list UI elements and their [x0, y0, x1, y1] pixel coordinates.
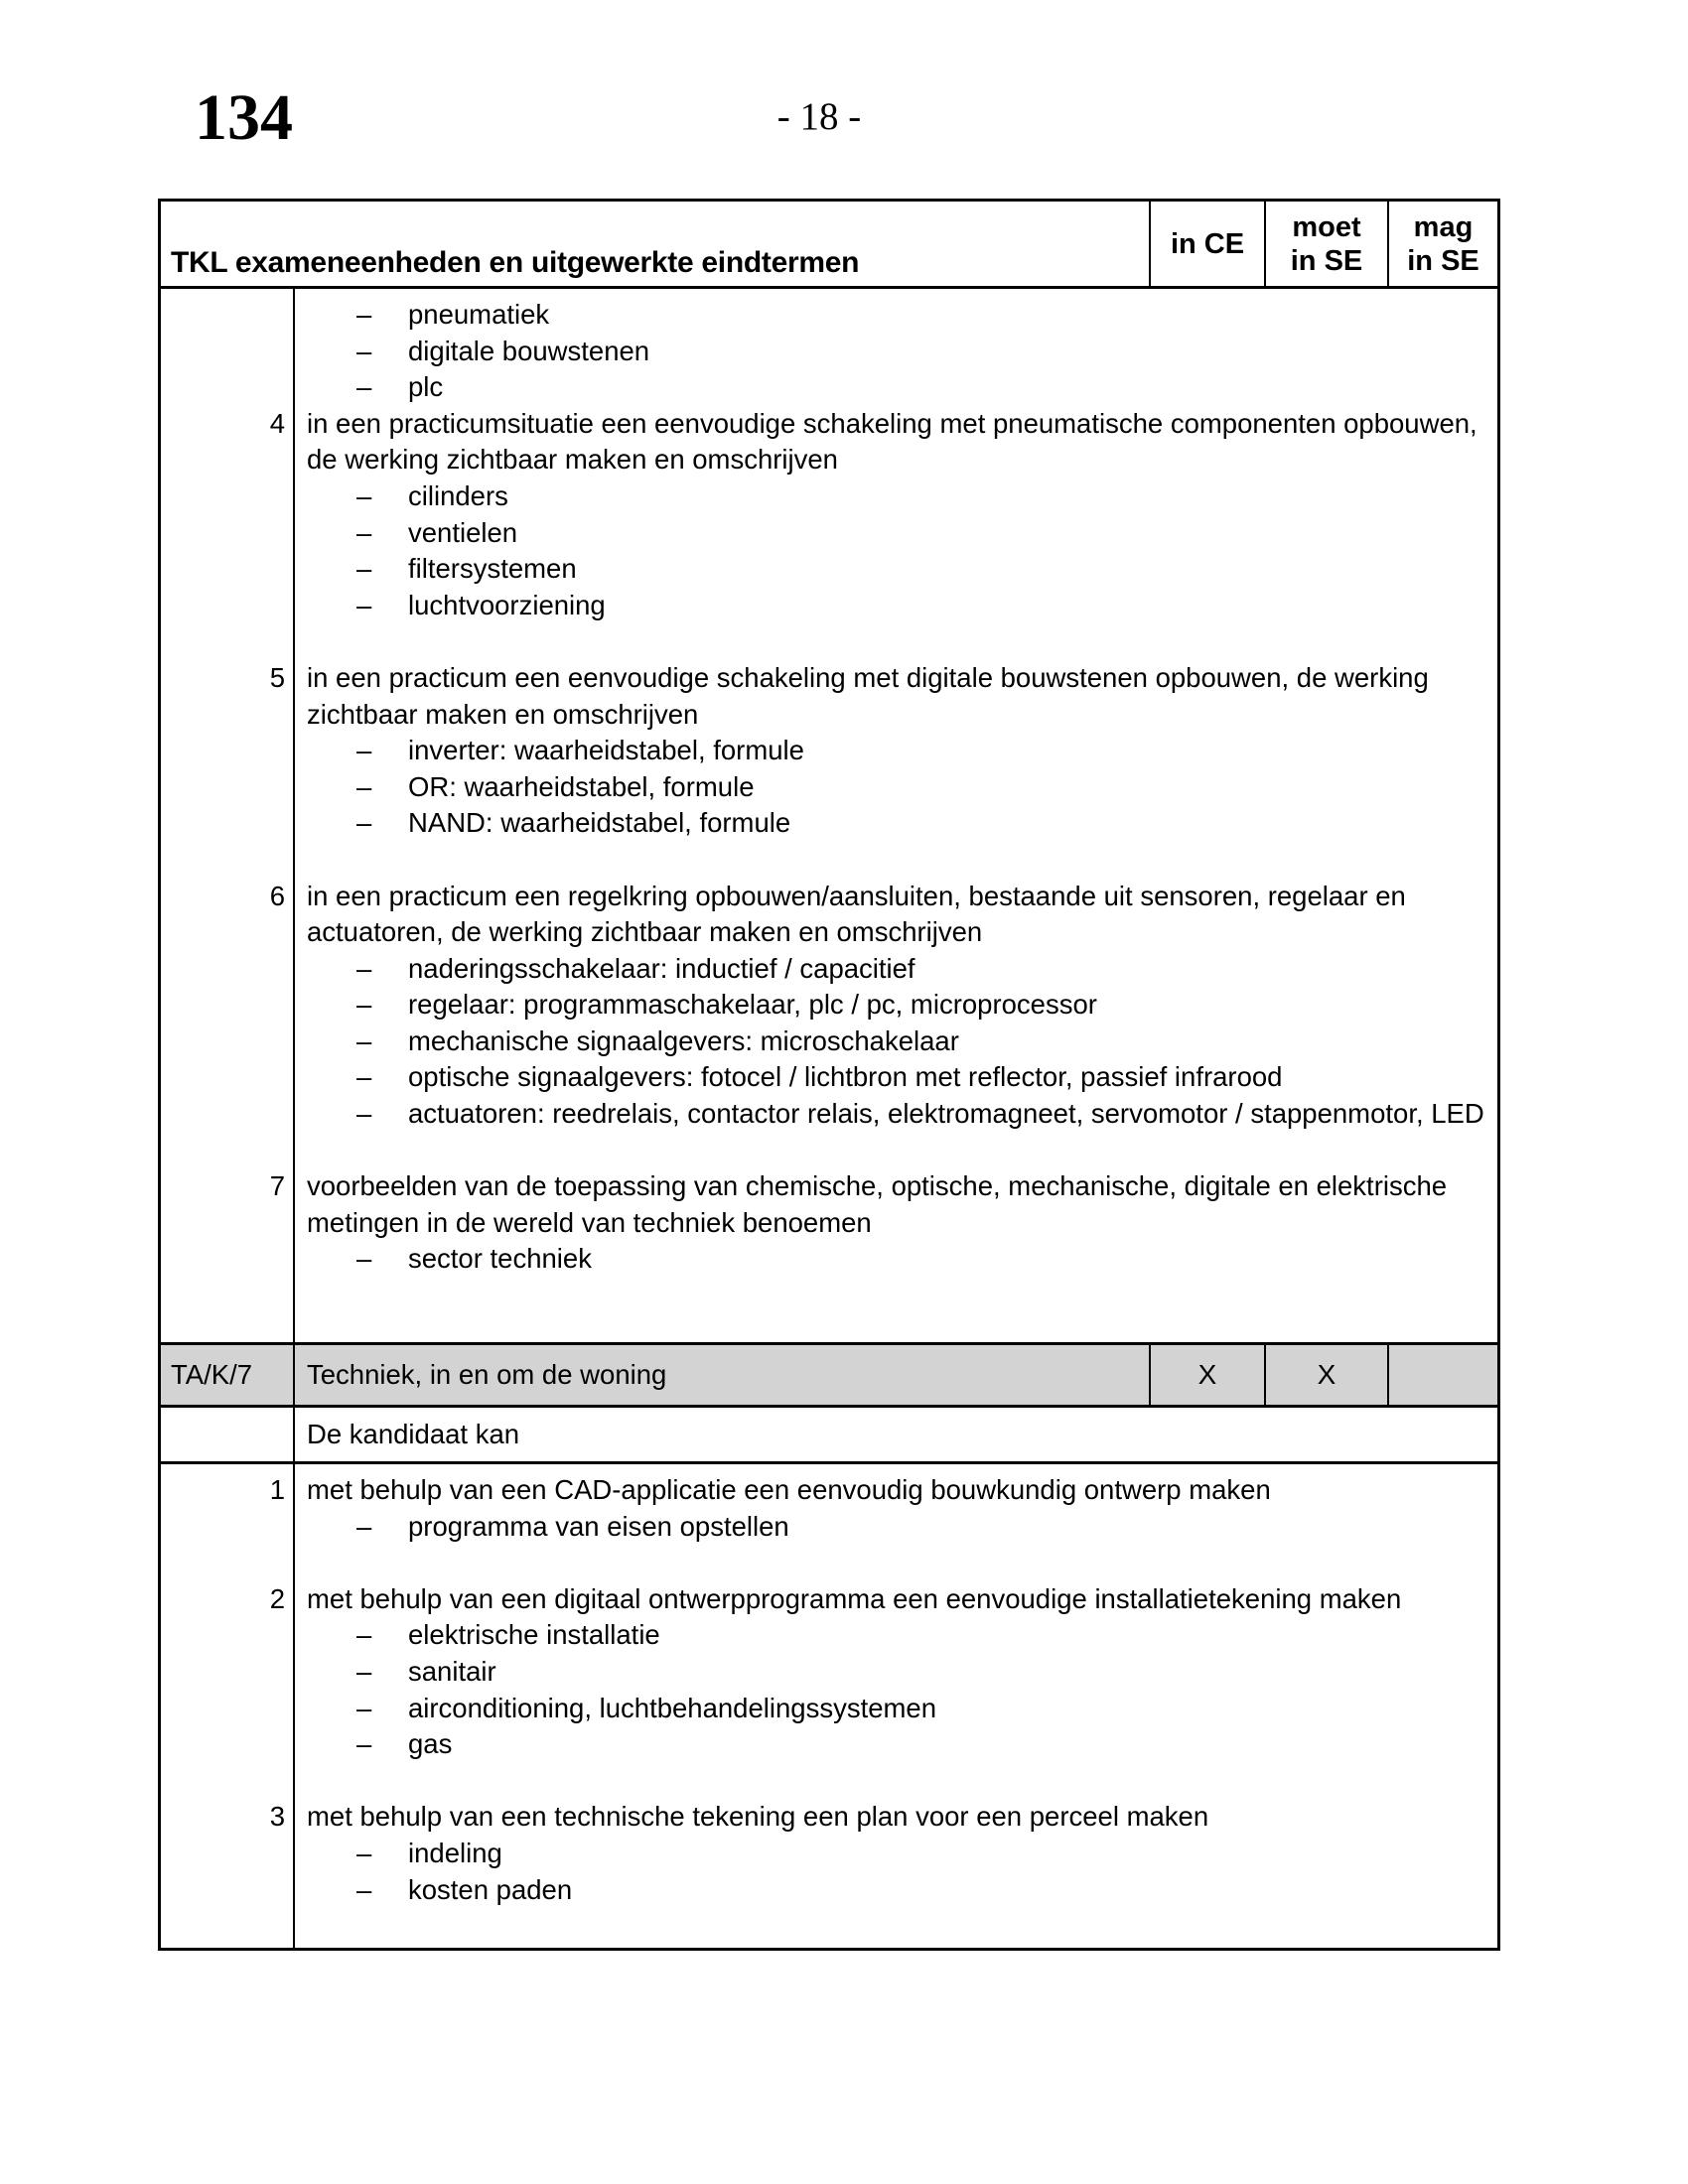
- bullet-text: gas: [408, 1728, 453, 1760]
- body-lower-content: [269, 1464, 1497, 1948]
- bullet-row: [307, 588, 1493, 624]
- bullet-text: NAND: waarheidstabel, formule: [408, 807, 791, 839]
- bullet-dash-icon: –: [356, 1728, 372, 1760]
- bullet-dash-icon: –: [356, 1837, 372, 1868]
- bullet-dash-icon: –: [356, 1243, 372, 1275]
- bullet-dash-icon: –: [356, 1873, 372, 1905]
- bullet-text: inverter: waarheidstabel, formule: [408, 735, 804, 766]
- bullet-row: [307, 1726, 1493, 1763]
- bullet-row: [307, 1872, 1493, 1909]
- number-column: [161, 1464, 295, 1948]
- item-text: voorbeelden van de toepassing van chemische, optische, mechanische, digitale en elektrische metingen in de wereld van techniek benoemen: [307, 1170, 1448, 1238]
- bullet-dash-icon: –: [356, 1692, 372, 1723]
- table-header-row: [161, 202, 1497, 289]
- bullet-dash-icon: –: [356, 952, 372, 984]
- bullet-dash-icon: –: [356, 1098, 372, 1130]
- header-col-moet-in-se: [1264, 202, 1387, 286]
- bullet-dash-icon: –: [356, 553, 372, 585]
- bullet-dash-icon: –: [356, 1061, 372, 1093]
- bullet-row: [307, 1836, 1493, 1872]
- bullet-dash-icon: –: [356, 371, 372, 403]
- item-text: in een practicum een regelkring opbouwen/aansluiten, bestaande uit sensoren, regelaar en actuatoren, de werking zichtbaar maken en omschrijven: [307, 880, 1406, 948]
- numbered-item: [269, 1581, 1493, 1763]
- bullet-row: [307, 478, 1493, 515]
- bullet-dash-icon: –: [356, 299, 372, 330]
- bullet-text: pneumatiek: [408, 299, 550, 330]
- item-number: 4: [269, 407, 285, 439]
- bullet-row: [307, 515, 1493, 552]
- bullet-dash-icon: –: [356, 770, 372, 802]
- body-upper-content: [269, 289, 1497, 1342]
- bullet-row: [307, 1509, 1493, 1546]
- bullet-text: sector techniek: [408, 1243, 592, 1275]
- item-text: met behulp van een digitaal ontwerpprogramma een eenvoudige installatietekening maken: [307, 1582, 1402, 1614]
- item-text: met behulp van een technische tekening een plan voor een perceel maken: [307, 1801, 1209, 1833]
- item-number: 5: [269, 661, 285, 693]
- numbered-item: [269, 1472, 1493, 1545]
- item-number: 7: [269, 1170, 285, 1202]
- item-number: 3: [269, 1801, 285, 1833]
- header-title: TKL exameneenheden en uitgewerkte eindtermen: [171, 246, 860, 279]
- bullet-row: [307, 1096, 1493, 1133]
- bullet-row: [307, 1617, 1493, 1654]
- bullet-text: naderingsschakelaar: inductief / capacitief: [408, 952, 915, 984]
- numbered-item: [269, 406, 1493, 624]
- numbered-item: [269, 879, 1493, 1133]
- header-col-mag-in-se: [1387, 202, 1497, 286]
- bullet-text: ventielen: [408, 516, 518, 548]
- bullet-row: [307, 1059, 1493, 1096]
- section-row-ta-k-7: [161, 1345, 1497, 1408]
- section-moet-in-se-mark: X: [1264, 1345, 1387, 1405]
- bullet-dash-icon: –: [356, 516, 372, 548]
- bullet-text: kosten paden: [408, 1873, 573, 1905]
- bullet-row: [307, 551, 1493, 588]
- bullet-dash-icon: –: [356, 735, 372, 766]
- header-mag-line1: mag: [1413, 210, 1474, 243]
- page-number-left: 134: [195, 81, 293, 154]
- numbered-item: [269, 1168, 1493, 1278]
- bullet-text: programma van eisen opstellen: [408, 1510, 789, 1542]
- bullet-dash-icon: –: [356, 989, 372, 1021]
- bullet-row: [307, 733, 1493, 769]
- bullet-text: airconditioning, luchtbehandelingssystemen: [408, 1692, 937, 1723]
- bullet-text: sanitair: [408, 1655, 496, 1687]
- bullet-text: regelaar: programmaschakelaar, plc / pc, microprocessor: [408, 989, 1097, 1021]
- bullet-text: digitale bouwstenen: [408, 335, 650, 366]
- section-title: Techniek, in en om de woning: [307, 1358, 667, 1390]
- bullet-text: cilinders: [408, 479, 508, 511]
- bullet-row: [307, 297, 1493, 334]
- section-mag-in-se-mark: [1387, 1345, 1497, 1405]
- bullet-text: elektrische installatie: [408, 1619, 660, 1651]
- bullet-text: optische signaalgevers: fotocel / lichtbron met reflector, passief infrarood: [408, 1061, 1283, 1093]
- kandidaat-text: De kandidaat kan: [307, 1418, 520, 1449]
- bullet-dash-icon: –: [356, 807, 372, 839]
- numbered-item: [269, 660, 1493, 842]
- exam-table: [158, 199, 1500, 1951]
- bullet-row: [307, 805, 1493, 842]
- bullet-text: actuatoren: reedrelais, contactor relais, elektromagneet, servomotor / stappenmotor, LED: [408, 1098, 1484, 1130]
- item-text: in een practicum een eenvoudige schakeling met digitale bouwstenen opbouwen, de werking zichtbaar maken en omschrijven: [307, 661, 1429, 730]
- bullet-row: [307, 1654, 1493, 1691]
- item-number: 1: [269, 1474, 285, 1505]
- bullet-dash-icon: –: [356, 1024, 372, 1056]
- bullet-text: OR: waarheidstabel, formule: [408, 770, 755, 802]
- bullet-row: [307, 951, 1493, 988]
- body-section-lower: [161, 1464, 1497, 1948]
- header-mag-line2: in SE: [1407, 244, 1479, 277]
- bullet-row: [307, 1691, 1493, 1727]
- kandidaat-row: [161, 1408, 1497, 1464]
- section-in-ce-mark: X: [1149, 1345, 1264, 1405]
- bullet-row: [307, 334, 1493, 370]
- bullet-dash-icon: –: [356, 479, 372, 511]
- bullet-text: indeling: [408, 1837, 502, 1868]
- bullet-row: [307, 987, 1493, 1024]
- body-section-upper: [161, 289, 1497, 1345]
- bullet-text: luchtvoorziening: [408, 589, 606, 620]
- numbered-item: [269, 1799, 1493, 1908]
- bullet-dash-icon: –: [356, 1655, 372, 1687]
- bullet-row: [307, 1241, 1493, 1278]
- bullet-dash-icon: –: [356, 1510, 372, 1542]
- bullet-row: [307, 769, 1493, 806]
- page-number-center: - 18 -: [776, 95, 862, 138]
- header-col-in-ce: [1149, 202, 1264, 286]
- item-number: 6: [269, 880, 285, 911]
- bullet-text: filtersystemen: [408, 553, 577, 585]
- item-text: met behulp van een CAD-applicatie een eenvoudig bouwkundig ontwerp maken: [307, 1474, 1271, 1505]
- header-moet-line2: in SE: [1290, 244, 1363, 277]
- header-moet-line1: moet: [1292, 210, 1361, 243]
- bullet-dash-icon: –: [356, 1619, 372, 1651]
- bullet-dash-icon: –: [356, 335, 372, 366]
- number-column: [161, 1408, 295, 1461]
- bullet-row: [307, 1024, 1493, 1060]
- bullet-text: plc: [408, 371, 444, 403]
- header-in-ce-label: in CE: [1170, 227, 1245, 260]
- bullet-text: mechanische signaalgevers: microschakelaar: [408, 1024, 959, 1056]
- item-number: 2: [269, 1582, 285, 1614]
- bullet-row: [307, 369, 1493, 406]
- bullet-dash-icon: –: [356, 589, 372, 620]
- section-code: TA/K/7: [161, 1345, 295, 1405]
- item-text: in een practicumsituatie een eenvoudige schakeling met pneumatische componenten opbouwen, de werking zichtbaar maken en omschrijven: [307, 407, 1477, 476]
